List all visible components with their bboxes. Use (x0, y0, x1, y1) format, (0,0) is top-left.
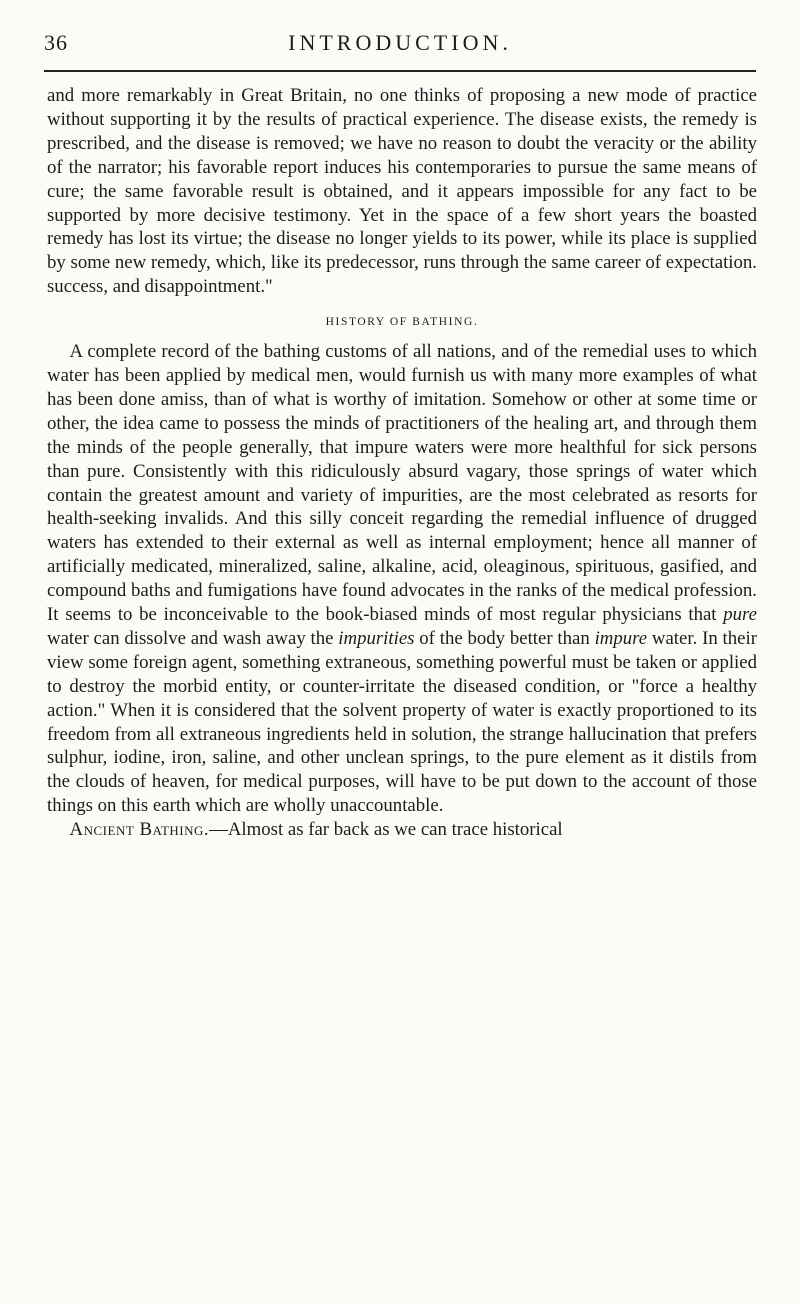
section-heading: HISTORY OF BATHING. (325, 316, 479, 329)
paragraph-ancient-bathing (47, 818, 757, 842)
paragraph-text: water. In their view some foreign agent, something extraneous, something powerful must be taken or applied to destroy the morbid entity, or counter-irritate the diseased condition, or "force a healthy action." When it is considered that the solvent property of water is exactly proportioned to its freedom from all extraneous ingredients held in solution, the strange hallucination that prefers sulphur, iodine, iron, saline, and other unclean springs, to the pure element as it distils from the clouds of heaven, for medical purposes, will have to be put down to the account of those things on this earth which are wholly unaccountable. (47, 627, 757, 817)
body-text (47, 84, 757, 842)
paragraph-text: A complete record of the bathing customs of all nations, and of the remedial uses to which water has been applied by medical men, would furnish us with many more examples of what has been done amiss, than of what is worthy of imitation. Somehow or other at some time or other, the idea came to possess the minds of practitioners of the healing art, and through them the minds of the people generally, that impure waters were more healthful for sick persons than pure. Consistently with this ridiculously absurd vagary, those springs of water which contain the greatest amount and variety of impurities, are the most celebrated as resorts for health-seeking invalids. And this silly conceit regarding the remedial influence of drugged waters has extended to their external as well as internal employment; hence all manner of artificially medicated, mineralized, saline, alkaline, acid, oleaginous, spirituous, gasified, and compound baths and fumigations have found advocates in the ranks of the medical profession. It seems to be inconceivable to the book-biased minds of most regular physicians that (47, 341, 757, 626)
page-title: INTRODUCTION. (288, 30, 512, 55)
emphasis-impurities: impurities (338, 627, 415, 649)
header-rule (44, 70, 756, 72)
paragraph-text: of the body better than (419, 627, 590, 649)
paragraph-text: —Almost as far back as we can trace historical (209, 819, 563, 841)
run-in-heading: Ancient Bathing. (69, 819, 210, 841)
emphasis-pure: pure (723, 604, 757, 626)
emphasis-impure: impure (594, 627, 648, 649)
page-number: 36 (44, 30, 68, 55)
paragraph-text: water can dissolve and wash away the (47, 627, 334, 649)
running-head (44, 22, 756, 62)
paragraph-continuation: and more remarkably in Great Britain, no one thinks of proposing a new mode of practice without supporting it by the results of practical experience. The disease exists, the remedy is prescribed, and the disease is removed; we have no reason to doubt the veracity or the ability of the narrator; his favorable report induces his contemporaries to pursue the same means of cure; the same favorable result is obtained, and it appears impossible for any fact to be supported by more decisive testimony. Yet in the space of a few short years the boasted remedy has lost its virtue; the disease no longer yields to its power, while its place is supplied by some new remedy, which, like its predecessor, runs through the same career of expectation. success, and disappointment." (47, 85, 757, 298)
paragraph-history (47, 340, 757, 818)
